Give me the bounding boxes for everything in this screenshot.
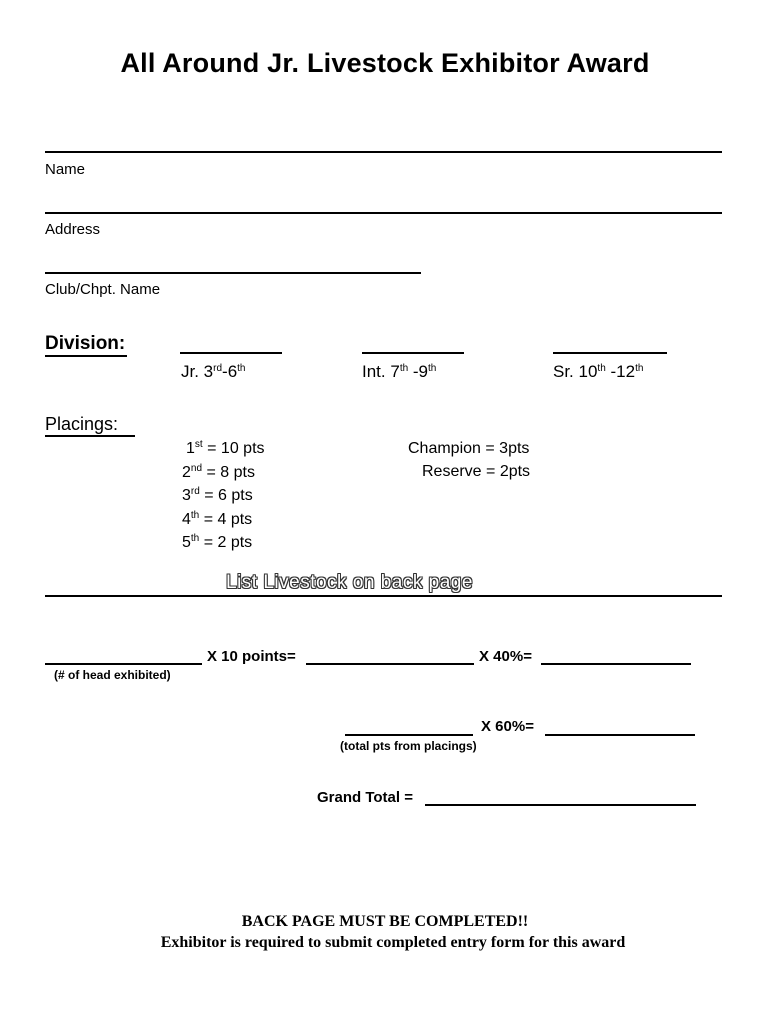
placings-heading-text: Placings: — [45, 414, 135, 437]
division-jr-label: Jr. 3rd-6th — [181, 362, 246, 381]
placings-heading — [45, 414, 135, 437]
grand-total-label: Grand Total = — [317, 789, 413, 806]
footer-instruction: Exhibitor is required to submit completed entry form for this award — [160, 934, 626, 951]
place-1: 1st = 10 pts — [186, 439, 265, 457]
place-3: 3rd = 6 pts — [182, 486, 253, 504]
x60-result-blank[interactable] — [545, 734, 695, 736]
address-label: Address — [45, 221, 101, 238]
division-jr-blank[interactable] — [180, 352, 282, 354]
placings-total-blank[interactable] — [345, 734, 473, 736]
name-field[interactable] — [45, 151, 722, 153]
grand-total-blank[interactable] — [425, 804, 696, 806]
x40-label: X 40%= — [479, 648, 532, 665]
x40-result-blank[interactable] — [541, 663, 691, 665]
section-divider — [45, 595, 722, 597]
x10-label: X 10 points= — [207, 648, 296, 665]
club-label: Club/Chpt. Name — [45, 281, 161, 298]
award-champion: Champion = 3pts — [408, 440, 530, 457]
x10-result-blank[interactable] — [306, 663, 474, 665]
division-sr-blank[interactable] — [553, 352, 667, 354]
footer-warning: BACK PAGE MUST BE COMPLETED!! — [241, 913, 529, 930]
division-sr-label: Sr. 10th -12th — [553, 362, 644, 381]
back-page-note: List Livestock on back page — [226, 572, 473, 593]
page-title: All Around Jr. Livestock Exhibitor Award — [120, 48, 650, 78]
place-2: 2nd = 8 pts — [182, 462, 255, 481]
club-field[interactable] — [45, 272, 421, 274]
award-reserve: Reserve = 2pts — [422, 463, 531, 480]
division-heading-text: Division: — [45, 333, 127, 357]
division-int-blank[interactable] — [362, 352, 464, 354]
x60-label: X 60%= — [481, 718, 534, 735]
name-label: Name — [45, 161, 86, 178]
place-4: 4th = 4 pts — [182, 509, 253, 528]
head-exhibited-caption: (# of head exhibited) — [54, 668, 171, 682]
placings-list — [182, 437, 265, 555]
placings-total-caption: (total pts from placings) — [340, 739, 477, 753]
address-field[interactable] — [45, 212, 722, 214]
place-5: 5th = 2 pts — [182, 533, 253, 551]
division-heading — [45, 333, 127, 357]
division-int-label: Int. 7th -9th — [362, 362, 437, 381]
head-count-blank[interactable] — [45, 663, 202, 665]
